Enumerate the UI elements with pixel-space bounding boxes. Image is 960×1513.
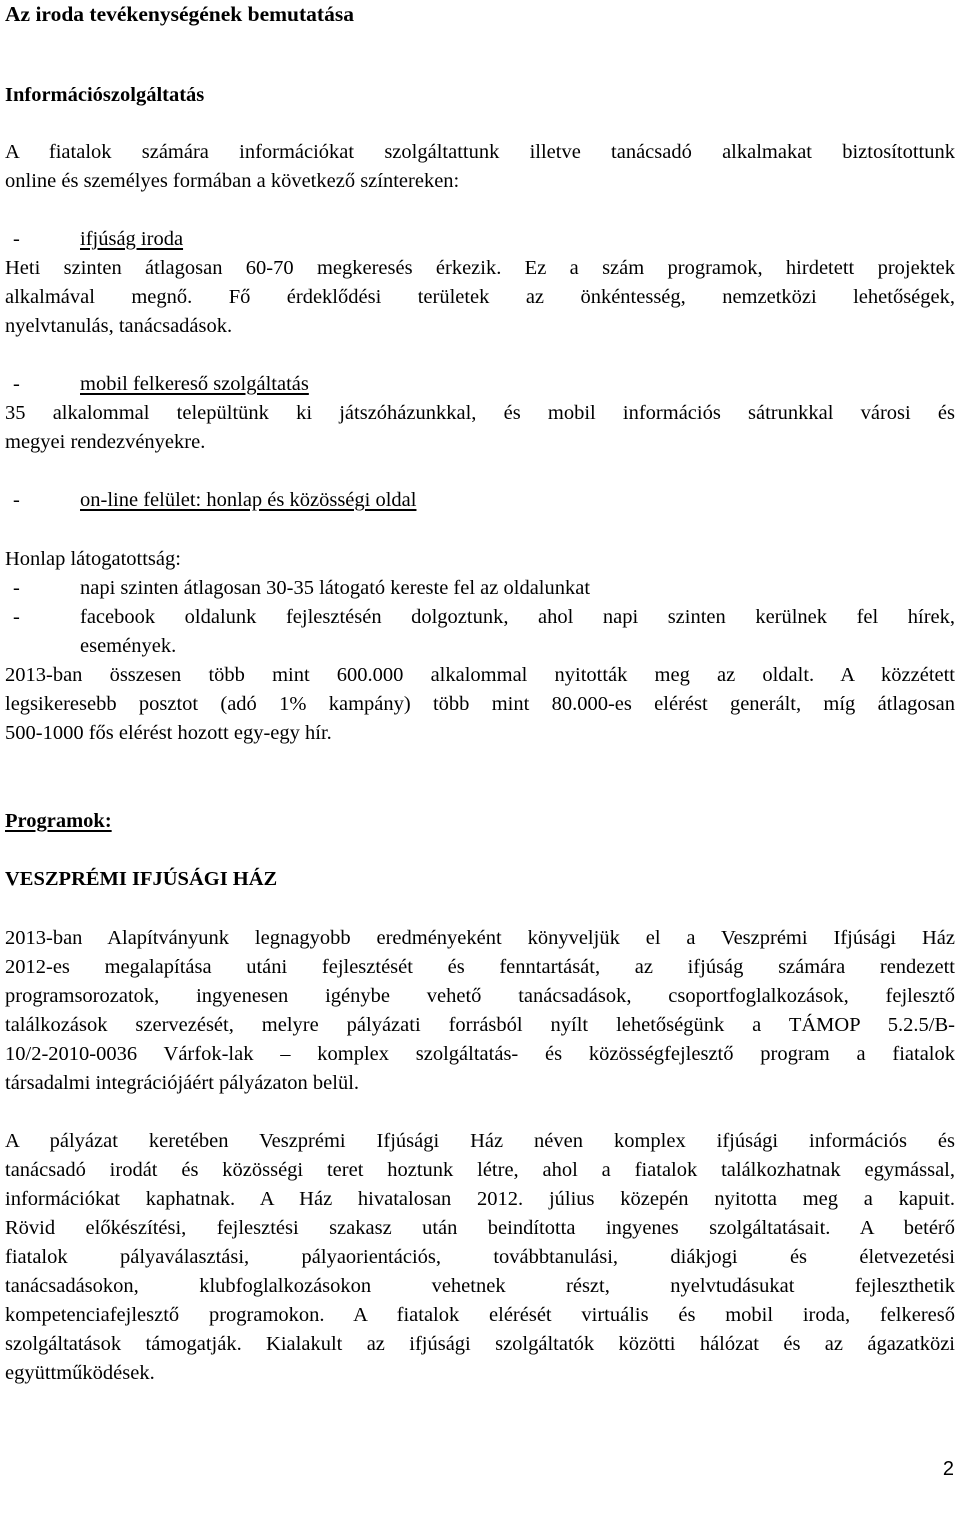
programs-heading: Programok: <box>5 810 112 832</box>
stats-text: legsikeresebb posztot (adó 1% kampány) több mint 80.000-es elérést generált, míg átlagosan <box>5 693 955 715</box>
info-heading: Információszolgáltatás <box>5 84 205 106</box>
programs-para2-line: A pályázat keretében Veszprémi Ifjúsági Ház néven komplex ifjúsági információs és <box>5 1130 955 1152</box>
programs-para1-line: társadalmi integrációjáért pályázaton belül. <box>5 1072 360 1094</box>
programs-para2-line: tanácsadásokon, klubfoglalkozásokon vehetnek részt, nyelvtudásukat fejleszthetik <box>5 1275 955 1297</box>
visits-label: Honlap látogatottság: <box>5 548 181 570</box>
programs-para1-line: 2013-ban Alapítványunk legnagyobb eredményeként könyveljük el a Veszprémi Ifjúsági Ház <box>5 927 955 949</box>
list-dash: - <box>13 373 20 395</box>
programs-para2-line: kompetenciafejlesztő programokon. A fiatalok elérését virtuális és mobil iroda, felkereső <box>5 1304 955 1326</box>
programs-para1-line: 10/2-2010-0036 Várfok-lak – komplex szolgáltatás- és közösségfejlesztő program a fiatalok <box>5 1043 955 1065</box>
programs-para1-line: találkozások szervezését, melyre pályázati forrásból nyílt lehetőségünk a TÁMOP 5.2.5/B- <box>5 1014 955 1036</box>
item-mobil-text: 35 alkalommal települtünk ki játszóházunkkal, és mobil információs sátrunkkal városi és <box>5 402 955 424</box>
programs-para2-line: tanácsadó irodát és közösségi teret hoztunk létre, ahol a fiatalok találkozhatnak egymással, <box>5 1159 955 1181</box>
programs-para2-line: információkat kaphatnak. A Ház hivatalosan 2012. július közepén nyitotta meg a kapuit. <box>5 1188 955 1210</box>
programs-para1-line: 2012-es megalapítása utáni fejlesztését és fenntartását, az ifjúság számára rendezett <box>5 956 955 978</box>
info-intro-line: A fiatalok számára információkat szolgáltattunk illetve tanácsadó alkalmakat biztosítottunk <box>5 141 955 163</box>
list-dash: - <box>13 606 20 628</box>
item-mobil-title: mobil felkereső szolgáltatás <box>80 373 309 395</box>
visit-bullet: facebook oldalunk fejlesztésén dolgoztunk, ahol napi szinten kerülnek fel hírek, <box>80 606 955 628</box>
programs-para2-line: együttműködések. <box>5 1362 155 1384</box>
programs-para2-line: fiatalok pályaválasztási, pályaorientációs, továbbtanulási, diákjogi és életvezetési <box>5 1246 955 1268</box>
page-number: 2 <box>942 1458 954 1480</box>
list-dash: - <box>13 228 20 250</box>
list-dash: - <box>13 577 20 599</box>
info-intro-line: online és személyes formában a következő színtereken: <box>5 170 460 192</box>
stats-text: 2013-ban összesen több mint 600.000 alkalommal nyitották meg az oldalt. A közzétett <box>5 664 955 686</box>
item-online-title: on-line felület: honlap és közösségi oldal <box>80 489 417 511</box>
item-ifjusag-iroda-text: Heti szinten átlagosan 60-70 megkeresés érkezik. Ez a szám programok, hirdetett projektek <box>5 257 955 279</box>
list-dash: - <box>13 489 20 511</box>
page-title: Az iroda tevékenységének bemutatása <box>5 2 354 26</box>
programs-para1-line: programsorozatok, ingyenesen igénybe vehető tanácsadások, csoportfoglalkozások, fejlesztő <box>5 985 955 1007</box>
programs-para2-line: szolgáltatások támogatják. Kialakult az ifjúsági szolgáltatók közötti hálózat és az ágazatközi <box>5 1333 955 1355</box>
visit-bullet: napi szinten átlagosan 30-35 látogató kereste fel az oldalunkat <box>80 577 591 599</box>
visit-bullet: események. <box>80 635 177 657</box>
item-ifjusag-iroda-title: ifjúság iroda <box>80 228 184 250</box>
stats-text: 500-1000 fős elérést hozott egy-egy hír. <box>5 722 332 744</box>
programs-para2-line: Rövid előkészítési, fejlesztési szakasz után beindította ingyenes szolgáltatásait. A betérő <box>5 1217 955 1239</box>
programs-subheading: VESZPRÉMI IFJÚSÁGI HÁZ <box>5 868 278 890</box>
item-ifjusag-iroda-text: alkalmával megnő. Fő érdeklődési területek az önkéntesség, nemzetközi lehetőségek, <box>5 286 955 308</box>
item-ifjusag-iroda-text: nyelvtanulás, tanácsadások. <box>5 315 233 337</box>
item-mobil-text: megyei rendezvényekre. <box>5 431 206 453</box>
